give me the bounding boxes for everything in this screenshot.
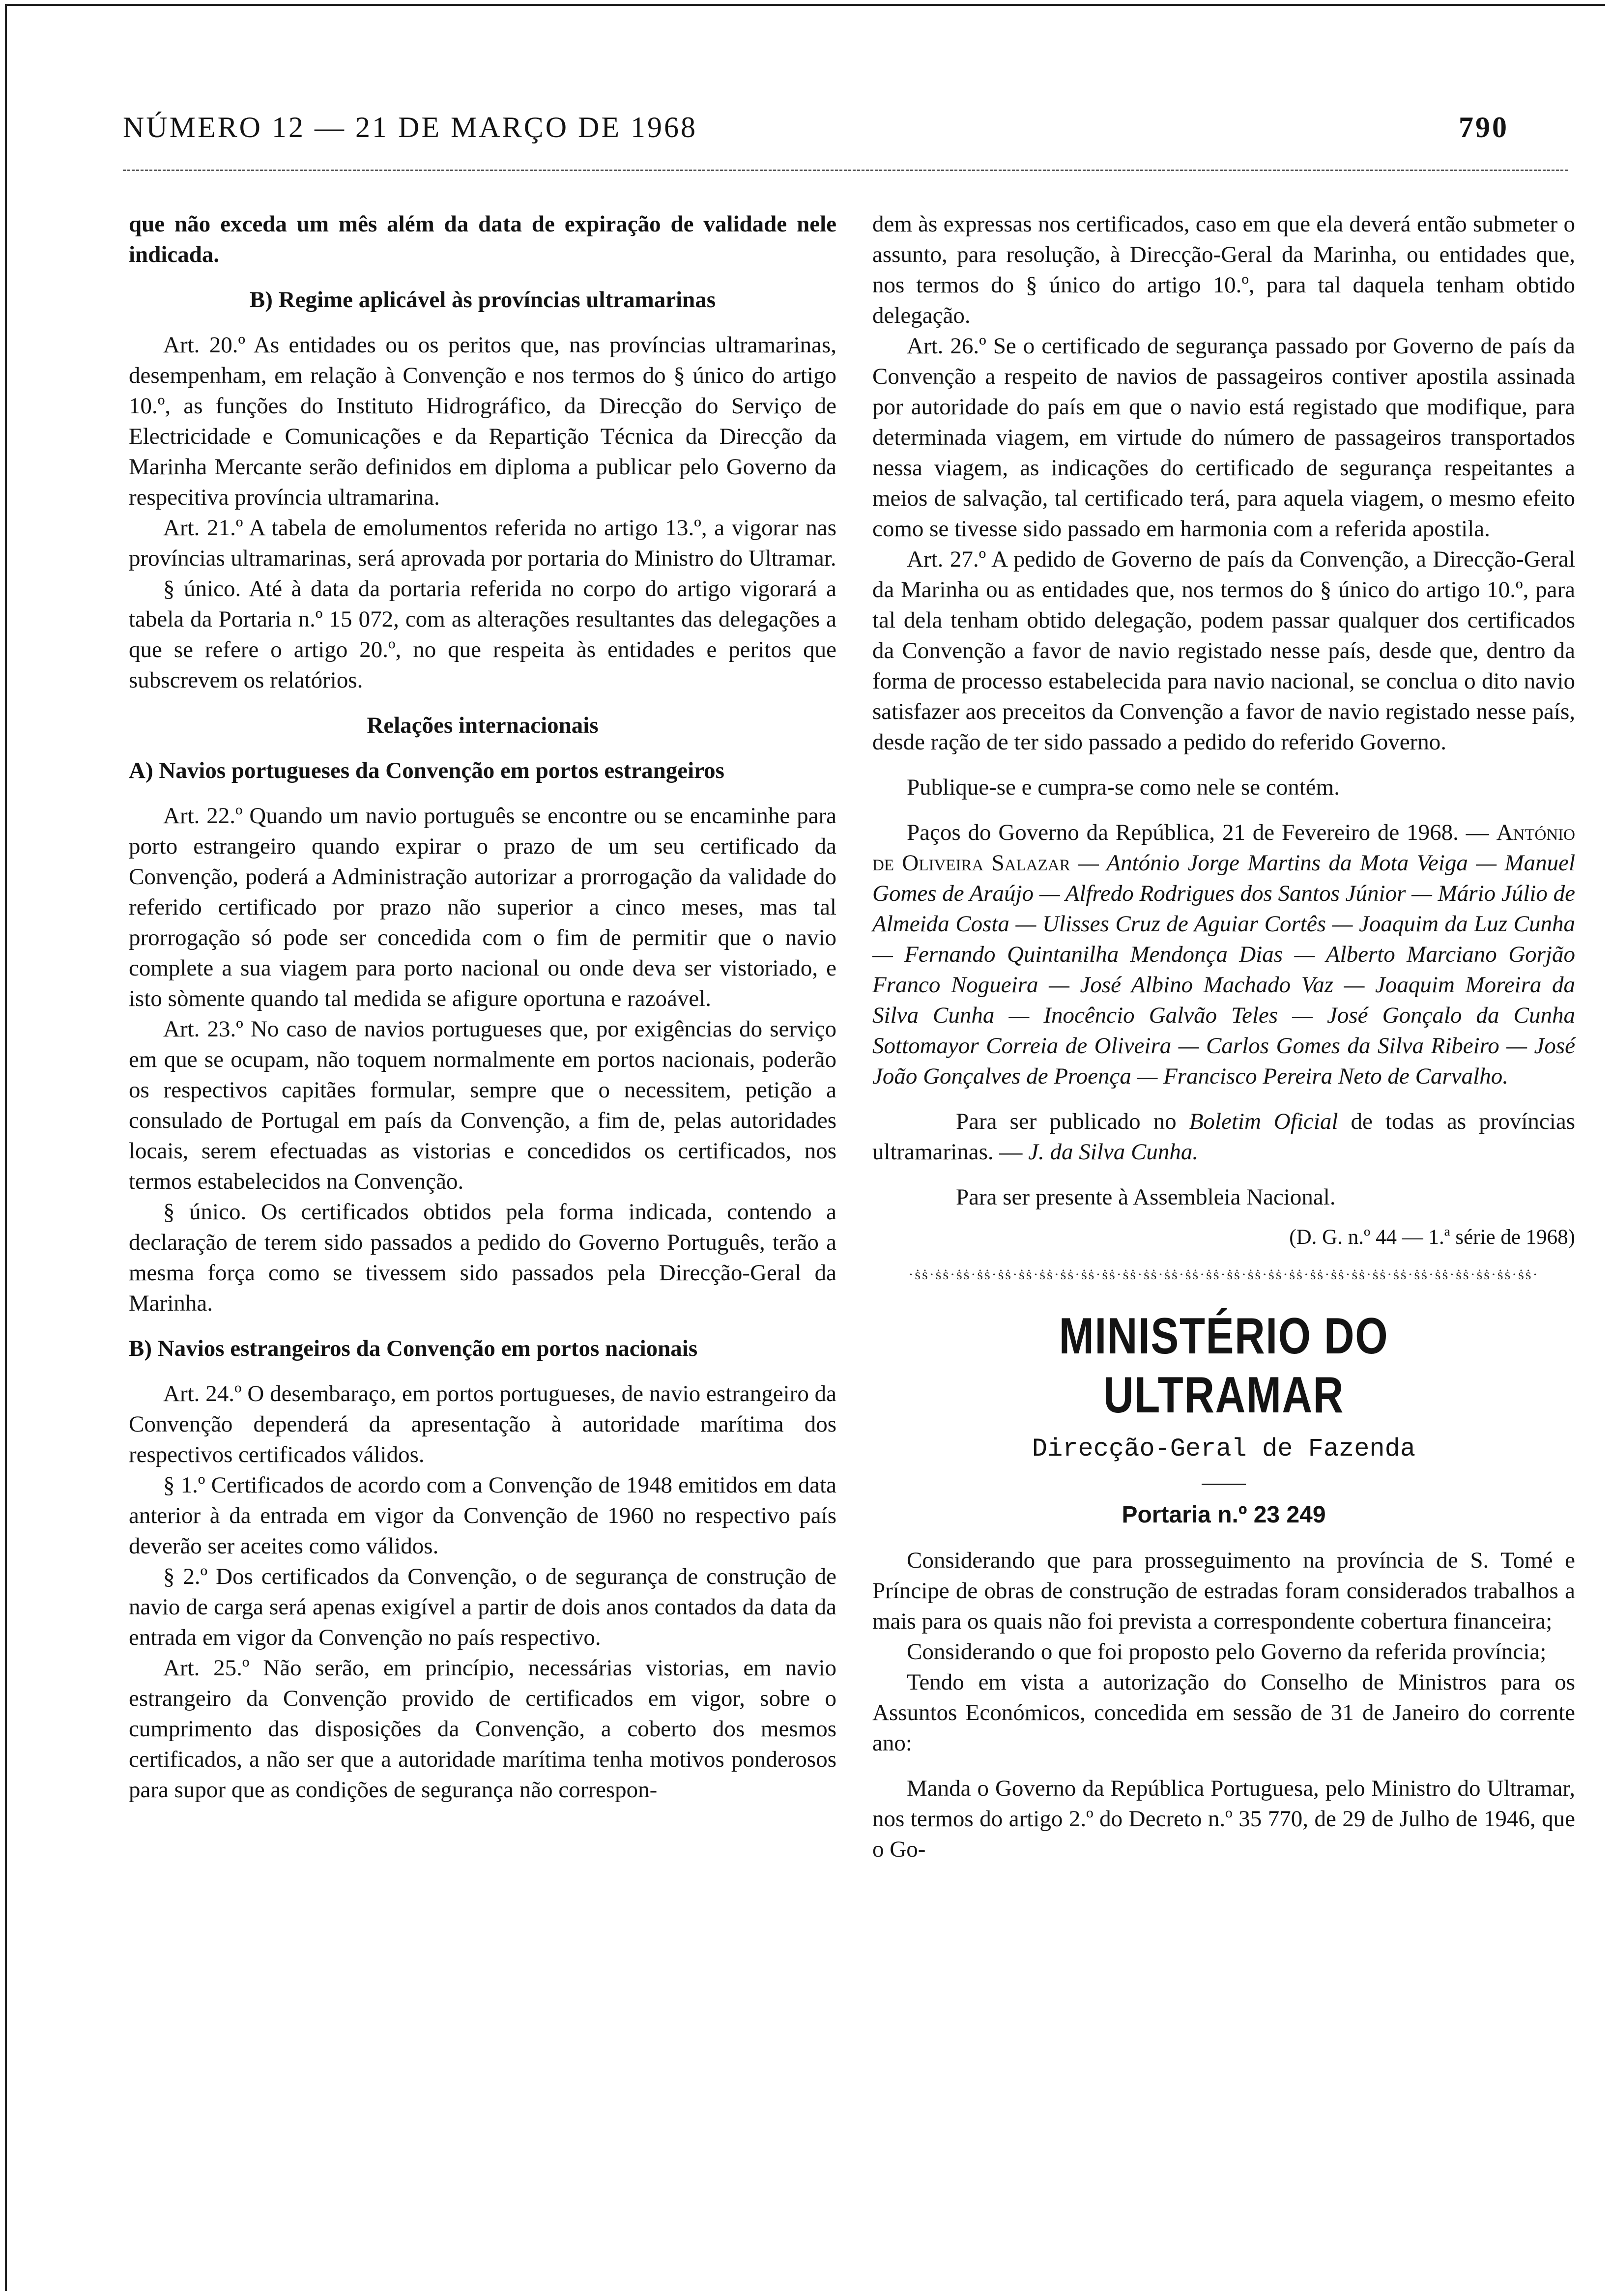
article-25: Art. 25.º Não serão, em princípio, necessárias vistorias, em navio estrangeiro da Convenção provido de certificados em vigor, sobre o cumprimento das disposições da Convenção, a coberto dos mesmos certificados, a não ser que a autoridade marítima tenha motivos ponderosos para supor que as condições de segurança não correspon- [129, 1655, 836, 1803]
considerando-3: Tendo em vista a autorização do Conselho de Ministros para os Assuntos Económicos, concedida em sessão de 31 de Janeiro do corrente ano: [872, 1669, 1575, 1756]
minister-signature: J. da Silva Cunha. [1028, 1139, 1199, 1165]
signatories-list: — António Jorge Martins da Mota Veiga — Manuel Gomes de Araújo — Alfredo Rodrigues dos Santos Júnior — Mário Júlio de Almeida Costa — Ulisses Cruz de Aguiar Cortês — Joaquim da Luz Cunha — Fernando Quintanilha Mendonça Dias — Alberto Marciano Gorjão Franco Nogueira — José Albino Machado Vaz — Joaquim Moreira da Silva Cunha — Inocêncio Galvão Teles — José Gonçalo da Cunha Sottomayor Correia de Oliveira — Carlos Gomes da Silva Ribeiro — José João Gonçalves de Proença — Francisco Pereira Neto de Carvalho. [872, 850, 1576, 1089]
header-rule [123, 170, 1568, 171]
article-27: Art. 27.º A pedido de Governo de país da Convenção, a Direcção-Geral da Marinha ou as entidades que, nos termos do § único do artigo 10.º, para tal dela tenham obtido delegação, podem passar qualquer dos certificados da Convenção a favor de navio registado nesse país, desde que, dentro da forma de processo estabelecida para navio nacional, se conclua o dito navio satisfazer aos preceitos da Convenção a favor de navio registado nesse país, desde ração de ter sido passado a pedido do referido Governo. [872, 546, 1575, 755]
article-24-paragraph-1: § 1.º Certificados de acordo com a Convenção de 1948 emitidos em data anterior à da entrada em vigor da Convenção de 1960 no respectivo país deverão ser aceites como válidos. [129, 1472, 836, 1559]
article-20: Art. 20.º As entidades ou os peritos que, nas províncias ultramarinas, desempenham, em relação à Convenção e nos termos do § único do artigo 10.º, as funções do Instituto Hidrográfico, da Direcção do Serviço de Electricidade e Comunicações e da Repartição Técnica da Direcção da Marinha Mercante serão definidos em diploma a publicar pelo Governo da respecitiva província ultramarina. [129, 332, 836, 510]
issue-line: NÚMERO 12 — 21 DE MARÇO DE 1968 [123, 111, 698, 144]
pacos-line: Paços do Governo da República, 21 de Fevereiro de 1968. — [907, 820, 1489, 845]
directorate-heading: Direcção-Geral de Fazenda [1032, 1435, 1416, 1464]
subsection-a-heading: A) Navios portugueses da Convenção em portos estrangeiros [129, 758, 724, 783]
left-column [129, 209, 836, 1805]
continued-paragraph: dem às expressas nos certificados, caso em que ela deverá então submeter o assunto, para resolução, à Direcção-Geral da Marinha, ou entidades que, nos termos do § único do artigo 10.º, para tal daquela tenham obtido delegação. [872, 211, 1575, 328]
publication-note-text: Para ser publicado no [956, 1109, 1177, 1134]
article-23-paragraph: § único. Os certificados obtidos pela forma indicada, contendo a declaração de terem sido passados a pedido do Governo Português, terão a mesma força como se tivessem sido passados pela Direcção-Geral da Marinha. [129, 1199, 836, 1316]
article-21: Art. 21.º A tabela de emolumentos referida no artigo 13.º, a vigorar nas províncias ultramarinas, será aprovada por portaria do Ministro do Ultramar. [129, 515, 836, 571]
considerando-2: Considerando o que foi proposto pelo Governo da referida província; [907, 1639, 1547, 1665]
ornamental-divider: ·ṡṡ·ṡṡ·ṡṡ·ṡṡ·ṡṡ·ṡṡ·ṡṡ·ṡṡ·ṡṡ·ṡṡ·ṡṡ·ṡṡ·ṡṡ·ṡṡ·ṡṡ·ṡṡ·ṡṡ·ṡṡ·ṡṡ·ṡṡ·ṡṡ·ṡṡ·ṡṡ·ṡṡ·ṡṡ·ṡṡ·ṡṡ·ṡṡ·ṡṡ·ṡṡ· [908, 1267, 1539, 1282]
article-24: Art. 24.º O desembaraço, em portos portugueses, de navio estrangeiro da Convenção dependerá da apresentação à autoridade marítima dos respectivos certificados válidos. [129, 1381, 836, 1467]
diario-reference: (D. G. n.º 44 — 1.ª série de 1968) [1289, 1226, 1575, 1249]
article-24-paragraph-2: § 2.º Dos certificados da Convenção, o de segurança de construção de navio de carga será apenas exigível a partir de dois anos contados da data da entrada em vigor da Convenção no país respectivo. [129, 1564, 836, 1650]
page-number: 790 [1459, 111, 1509, 144]
subsection-b-heading: B) Navios estrangeiros da Convenção em portos nacionais [129, 1336, 698, 1361]
portaria-title: Portaria n.º 23 249 [1122, 1502, 1326, 1528]
signature-block [872, 817, 1575, 1091]
ministry-heading: MINISTÉRIO DO ULTRAMAR [1059, 1308, 1389, 1424]
publication-note-text-2: de todas as províncias ultramarinas. — [872, 1109, 1575, 1165]
assembleia-note: Para ser presente à Assembleia Nacional. [956, 1184, 1336, 1210]
short-rule [1202, 1484, 1246, 1485]
boletim-title: Boletim Oficial [1189, 1109, 1338, 1134]
article-23: Art. 23.º No caso de navios portugueses que, por exigências do serviço em que se ocupam, não toquem normalmente em portos nacionais, poderão os respectivos capitães formular, sempre que o necessitem, petição a consulado de Portugal em país da Convenção, a fim de, pelas autoridades locais, serem efectuadas as vistorias e concedidos os certificados, nos termos estabelecidos na Convenção. [129, 1016, 836, 1194]
article-26: Art. 26.º Se o certificado de segurança passado por Governo de país da Convenção a respeito de navios de passageiros contiver apostila assinada por autoridade do país em que o navio está registado que modifique, para determinada viagem, em virtude do número de passageiros transportados nessa viagem, as indicações do certificado de segurança respeitantes a meios de salvação, tal certificado terá, para aquela viagem, o mesmo efeito como se tivesse sido passado em harmonia com a referida apostila. [872, 333, 1575, 542]
right-column [872, 209, 1575, 1865]
considerando-1: Considerando que para prosseguimento na província de S. Tomé e Príncipe de obras de construção de estradas foram considerados trabalhos a mais para os quais não foi prevista a correspondente cobertura financeira; [872, 1548, 1575, 1634]
manda-paragraph: Manda o Governo da República Portuguesa, pelo Ministro do Ultramar, nos termos do artigo 2.º do Decreto n.º 35 770, de 29 de Julho de 1946, que o Go- [872, 1776, 1575, 1862]
article-22: Art. 22.º Quando um navio português se encontre ou se encaminhe para porto estrangeiro quando expirar o prazo de um seu certificado da Convenção, poderá a Administração autorizar a prorrogação da validade do referido certificado por prazo não superior a cinco meses, mas tal prorrogação só pode ser concedida com o fim de permitir que o navio complete a sua viagem para porto nacional ou onde deva ser vistoriado, e isto sòmente quando tal medida se afigure oportuna e razoável. [129, 803, 836, 1011]
publique-line: Publique-se e cumpra-se como nele se contém. [907, 775, 1340, 800]
continued-paragraph: que não exceda um mês além da data de expiração de validade nele indicada. [129, 211, 836, 267]
article-21-paragraph: § único. Até à data da portaria referida no corpo do artigo vigorará a tabela da Portaria n.º 15 072, com as alterações resultantes das delegações a que se refere o artigo 20.º, no que respeita às entidades e peritos que subscrevem os relatórios. [129, 576, 836, 693]
section-b-heading: B) Regime aplicável às províncias ultramarinas [249, 287, 716, 313]
prime-minister-name: António de Oliveira Salazar [872, 820, 1575, 876]
publication-note [872, 1106, 1575, 1167]
relacoes-heading: Relações internacionais [367, 713, 599, 738]
running-header [123, 111, 1509, 150]
